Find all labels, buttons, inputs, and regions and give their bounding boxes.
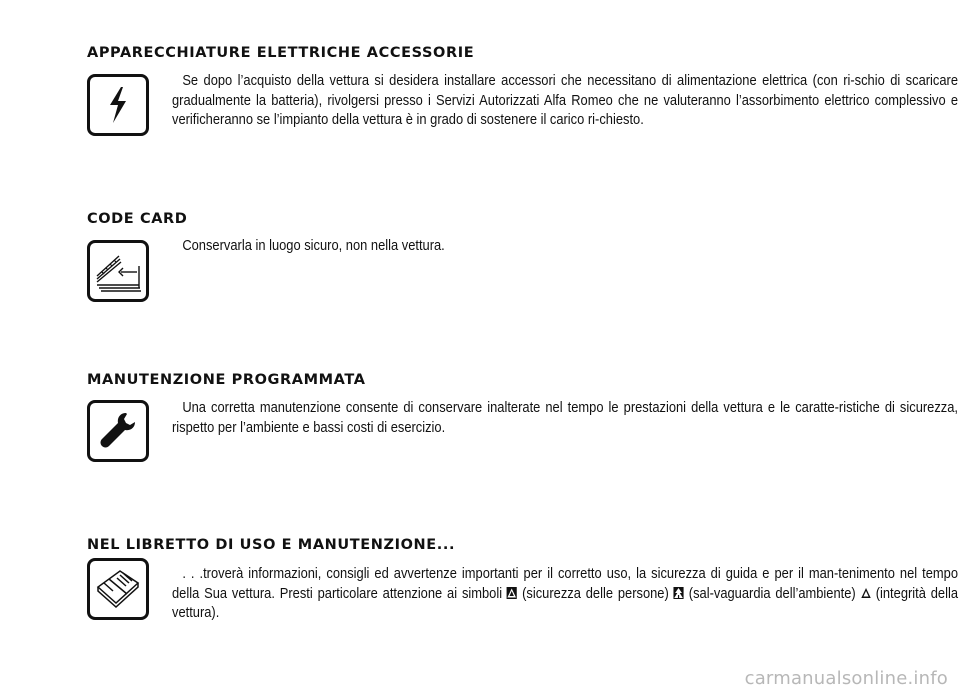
section-text-part-3: (sal-vaguardia dell’ambiente): [688, 584, 856, 602]
environment-symbol-icon: [674, 587, 684, 599]
vehicle-integrity-symbol-icon: [861, 587, 871, 599]
section-text-part-2: (sicurezza delle persone): [522, 584, 669, 602]
section-body: [172, 564, 958, 623]
section-text: Se dopo l’acquisto della vettura si desidera installare accessori che necessitano di alimentazione elettrica (con ri-schio di scaricare gradualmente la batteria), rivolgersi presso i Servizi Autorizzati Alfa Romeo che ne valuteranno l’assorbimento elettrico complessivo e verificheranno se l’impianto della vettura è in grado di sostenere il carico ri-chiesto.: [172, 72, 958, 128]
section-body: [172, 236, 958, 256]
section-body: [172, 71, 958, 130]
section-scheduled-maintenance: [87, 371, 958, 436]
section-electrical-accessories: [87, 44, 958, 128]
open-book-icon: [87, 558, 149, 620]
wrench-icon: [87, 400, 149, 462]
watermark-footer: carmanualsonline.info: [744, 668, 948, 689]
code-card-icon: [87, 240, 149, 302]
person-safety-symbol-icon: [507, 587, 517, 599]
section-body: [172, 398, 958, 437]
section-heading: CODE CARD: [87, 211, 188, 227]
section-text-part-4: (integrità della vettura).: [172, 584, 959, 621]
section-heading: APPARECCHIATURE ELETTRICHE ACCESSORIE: [87, 45, 475, 61]
section-owner-manual: [87, 536, 959, 621]
section-text: Conservarla in luogo sicuro, non nella vettura.: [182, 237, 445, 254]
section-heading: NEL LIBRETTO DI USO E MANUTENZIONE...: [87, 537, 456, 553]
section-text: Una corretta manutenzione consente di conservare inalterate nel tempo le prestazioni della vettura e le caratte-ristiche di sicurezza, rispetto per l’ambiente e bassi costi di esercizio.: [172, 399, 958, 436]
section-heading: MANUTENZIONE PROGRAMMATA: [87, 372, 366, 388]
section-code-card: [87, 210, 887, 254]
section-text-part-1: . . .troverà informazioni, consigli ed avvertenze importanti per il corretto uso, la sicurezza di guida e per il man-tenimento nel tempo della Sua vettura. Presti particolare attenzione ai simboli: [172, 565, 958, 602]
lightning-bolt-icon: [87, 74, 149, 136]
